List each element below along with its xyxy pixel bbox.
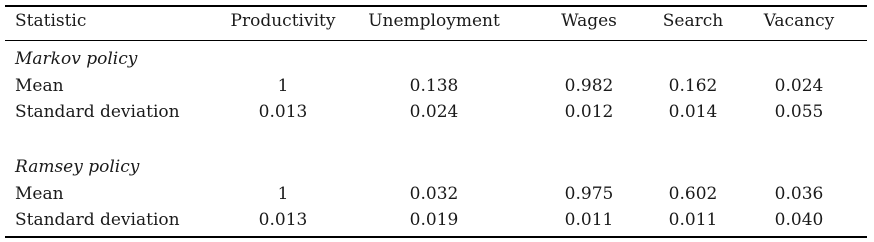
cell-unemployment: 0.138 xyxy=(409,76,459,96)
bottom-rule xyxy=(5,236,867,238)
cell-productivity: 0.013 xyxy=(258,102,308,122)
cell-search: 0.602 xyxy=(668,184,718,204)
header-wages: Wages xyxy=(561,11,617,31)
cell-search: 0.162 xyxy=(668,76,718,96)
header-statistic: Statistic xyxy=(15,11,87,31)
top-rule xyxy=(5,5,867,7)
statistics-table xyxy=(5,5,867,237)
table-row xyxy=(5,208,867,232)
cell-productivity: 1 xyxy=(277,184,289,204)
cell-wages: 0.011 xyxy=(564,210,614,230)
cell-vacancy: 0.036 xyxy=(774,184,824,204)
table-row xyxy=(5,74,867,98)
row-label: Standard deviation xyxy=(15,102,180,122)
header-unemployment: Unemployment xyxy=(368,11,500,31)
section-title-markov: Markov policy xyxy=(15,49,138,69)
row-label: Standard deviation xyxy=(15,210,180,230)
header-rule xyxy=(5,40,867,41)
section-title-ramsey: Ramsey policy xyxy=(15,157,140,177)
header-row xyxy=(5,9,867,33)
cell-wages: 0.975 xyxy=(564,184,614,204)
cell-productivity: 0.013 xyxy=(258,210,308,230)
row-label: Mean xyxy=(15,76,64,96)
cell-search: 0.014 xyxy=(668,102,718,122)
cell-unemployment: 0.032 xyxy=(409,184,459,204)
table-row xyxy=(5,100,867,124)
table-row xyxy=(5,182,867,206)
cell-wages: 0.982 xyxy=(564,76,614,96)
cell-vacancy: 0.055 xyxy=(774,102,824,122)
header-vacancy: Vacancy xyxy=(763,11,835,31)
cell-wages: 0.012 xyxy=(564,102,614,122)
cell-search: 0.011 xyxy=(668,210,718,230)
cell-productivity: 1 xyxy=(277,76,289,96)
header-search: Search xyxy=(662,11,724,31)
cell-unemployment: 0.024 xyxy=(409,102,459,122)
cell-unemployment: 0.019 xyxy=(409,210,459,230)
header-productivity: Productivity xyxy=(230,11,336,31)
cell-vacancy: 0.040 xyxy=(774,210,824,230)
cell-vacancy: 0.024 xyxy=(774,76,824,96)
row-label: Mean xyxy=(15,184,64,204)
